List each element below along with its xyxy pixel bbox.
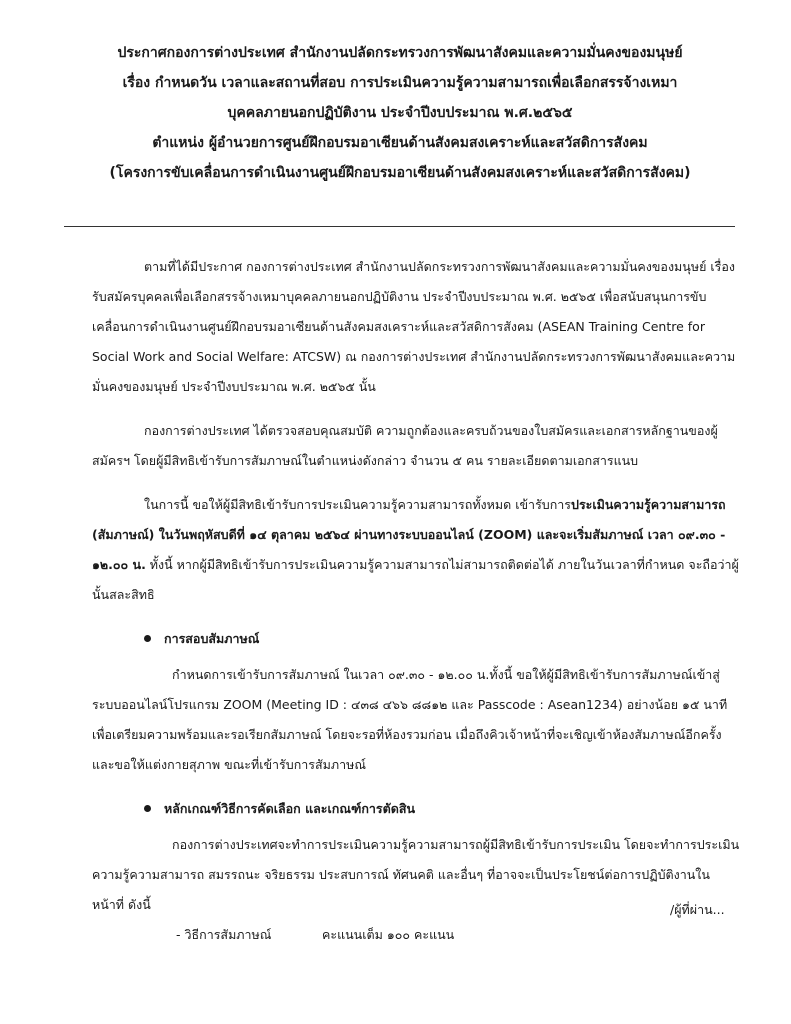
header-line-4: ตำแหน่ง ผู้อำนวยการศูนย์ฝึกอบรมอาเซียนด้านสังคมสงเคราะห์และสวัสดิการสังคม — [152, 135, 648, 151]
announcement-body — [92, 252, 740, 950]
header-line-1: ประกาศกองการต่างประเทศ สำนักงานปลัดกระทรวงการพัฒนาสังคมและความมั่นคงของมนุษย์ — [117, 45, 683, 61]
criteria-method: - วิธีการสัมภาษณ์ — [176, 927, 272, 942]
schedule-intro: ในการนี้ ขอให้ผู้มีสิทธิเข้ารับการประเมินความรู้ความสามารถทั้งหมด เข้ารับการ — [144, 497, 572, 512]
section-interview-title: การสอบสัมภาษณ์ — [164, 631, 260, 646]
header-line-2: เรื่อง กำหนดวัน เวลาและสถานที่สอบ การประเมินความรู้ความสามารถเพื่อเลือกสรรจ้างเหมา — [122, 75, 678, 91]
section-criteria-heading — [92, 794, 740, 824]
criteria-row — [92, 920, 740, 950]
header-line-5: (โครงการขับเคลื่อนการดำเนินงานศูนย์ฝึกอบรมอาเซียนด้านสังคมสงเคราะห์และสวัสดิการสังคม) — [109, 165, 691, 181]
header-divider — [64, 226, 735, 227]
paragraph-schedule — [92, 490, 740, 610]
section-criteria-title: หลักเกณฑ์วิธีการคัดเลือก และเกณฑ์การตัดสิน — [164, 801, 416, 816]
continuation-marker: /ผู้ที่ผ่าน... — [670, 902, 725, 917]
paragraph-eligibility: กองการต่างประเทศ ได้ตรวจสอบคุณสมบัติ ความถูกต้องและครบถ้วนของใบสมัครและเอกสารหลักฐานของผู้สมัครฯ โดยผู้มีสิทธิเข้ารับการสัมภาษณ์ในตำแหน่งดังกล่าว จำนวน ๕ คน รายละเอียดตามเอกสารแนบ — [92, 423, 718, 468]
bullet-icon — [144, 805, 151, 812]
paragraph-background: ตามที่ได้มีประกาศ กองการต่างประเทศ สำนักงานปลัดกระทรวงการพัฒนาสังคมและความมั่นคงของมนุษย์ เรื่อง รับสมัครบุคคลเพื่อเลือกสรรจ้างเหมาบุคคลภายนอกปฏิบัติงาน ประจำปีงบประมาณ พ.ศ. ๒๕๖๕ เพื่อสนับสนุนการขับเคลื่อนการดำเนินงานศูนย์ฝึกอบรมอาเซียนด้านสังคมสงเคราะห์และสวัสดิการสังคม (ASEAN Training Centre for Social Work and Social Welfare: ATCSW) ณ กองการต่างประเทศ สำนักงานปลัดกระทรวงการพัฒนาสังคมและความมั่นคงของมนุษย์ ประจำปีงบประมาณ พ.ศ. ๒๕๖๕ นั้น — [92, 259, 736, 394]
schedule-details: ประเมินความรู้ความสามารถ (สัมภาษณ์) ในวันพฤหัสบดีที่ ๑๔ ตุลาคม ๒๕๖๔ ผ่านทางระบบออนไลน์ (ZOOM) และจะเริ่มสัมภาษณ์ เวลา ๐๙.๓๐ - ๑๒.๐๐ น. — [92, 497, 726, 572]
schedule-note: ทั้งนี้ หากผู้มีสิทธิเข้ารับการประเมินความรู้ความสามารถไม่สามารถติดต่อได้ ภายในวันเวลาที่กำหนด จะถือว่าผู้นั้นสละสิทธิ — [92, 557, 739, 602]
section-criteria-text: กองการต่างประเทศจะทำการประเมินความรู้ความสามารถผู้มีสิทธิเข้ารับการประเมิน โดยจะทำการประเมินความรู้ความสามารถ สมรรถนะ จริยธรรม ประสบการณ์ ทัศนคติ และอื่นๆ ที่อาจจะเป็นประโยชน์ต่อการปฏิบัติงานในหน้าที่ ดังนี้ — [92, 837, 740, 912]
bullet-icon — [144, 635, 151, 642]
announcement-header — [60, 38, 740, 188]
section-interview-text: กำหนดการเข้ารับการสัมภาษณ์ ในเวลา ๐๙.๓๐ - ๑๒.๐๐ น.ทั้งนี้ ขอให้ผู้มีสิทธิเข้ารับการสัมภาษณ์เข้าสู่ระบบออนไลน์โปรแกรม ZOOM (Meeting ID : ๔๓๘ ๔๖๖ ๘๘๑๒ และ Passcode : Asean1234) อย่างน้อย ๑๕ นาที เพื่อเตรียมความพร้อมและรอเรียกสัมภาษณ์ โดยจะรอที่ห้องรวมก่อน เมื่อถึงคิวเจ้าหน้าที่จะเชิญเข้าห้องสัมภาษณ์อีกครั้ง และขอให้แต่งกายสุภาพ ขณะที่เข้ารับการสัมภาษณ์ — [92, 667, 728, 772]
criteria-score: คะแนนเต็ม ๑๐๐ คะแนน — [322, 927, 455, 942]
section-interview-heading — [92, 624, 740, 654]
header-line-3: บุคคลภายนอกปฏิบัติงาน ประจำปีงบประมาณ พ.ศ.๒๕๖๕ — [227, 105, 573, 121]
